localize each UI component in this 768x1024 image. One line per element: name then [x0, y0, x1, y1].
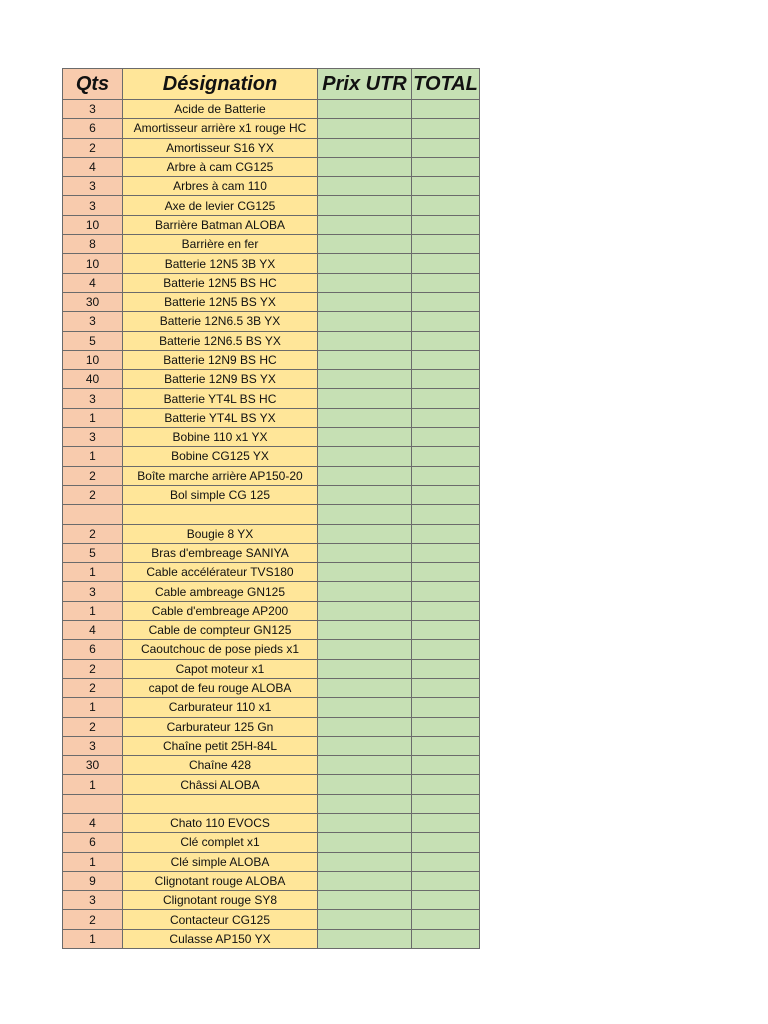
qts-cell[interactable]: 40: [63, 370, 123, 389]
designation-cell[interactable]: Bras d'embreage SANIYA: [123, 543, 318, 562]
designation-cell[interactable]: Barrière Batman ALOBA: [123, 215, 318, 234]
table-row: [63, 852, 480, 871]
total-cell[interactable]: [412, 389, 480, 408]
prix-utr-cell[interactable]: [318, 659, 412, 678]
table-row: [63, 312, 480, 331]
designation-cell[interactable]: Batterie 12N6.5 BS YX: [123, 331, 318, 350]
designation-cell[interactable]: Acide de Batterie: [123, 100, 318, 119]
table-row: [63, 447, 480, 466]
designation-cell[interactable]: Barrière en fer: [123, 235, 318, 254]
designation-cell[interactable]: Clé simple ALOBA: [123, 852, 318, 871]
designation-cell[interactable]: Carburateur 110 x1: [123, 698, 318, 717]
table-row: [63, 640, 480, 659]
designation-cell[interactable]: Boîte marche arrière AP150-20: [123, 466, 318, 485]
designation-cell[interactable]: Batterie 12N9 BS YX: [123, 370, 318, 389]
table-row: [63, 833, 480, 852]
total-cell[interactable]: [412, 408, 480, 427]
designation-cell[interactable]: Chaîne 428: [123, 756, 318, 775]
designation-cell[interactable]: [123, 794, 318, 813]
designation-cell[interactable]: Caoutchouc de pose pieds x1: [123, 640, 318, 659]
qts-cell[interactable]: 1: [63, 698, 123, 717]
qts-cell[interactable]: 5: [63, 543, 123, 562]
prix-utr-cell[interactable]: [318, 196, 412, 215]
designation-cell[interactable]: Cable accélérateur TVS180: [123, 563, 318, 582]
designation-cell[interactable]: Batterie YT4L BS YX: [123, 408, 318, 427]
total-cell[interactable]: [412, 871, 480, 890]
designation-cell[interactable]: Châssi ALOBA: [123, 775, 318, 794]
total-cell[interactable]: [412, 582, 480, 601]
qts-cell[interactable]: 4: [63, 813, 123, 832]
table-row: [63, 910, 480, 929]
qts-cell[interactable]: [63, 794, 123, 813]
prix-utr-cell[interactable]: [318, 331, 412, 350]
table-row: [63, 292, 480, 311]
total-cell[interactable]: [412, 794, 480, 813]
table-row: [63, 794, 480, 813]
prix-utr-cell[interactable]: [318, 601, 412, 620]
prix-utr-cell[interactable]: [318, 119, 412, 138]
table-row: [63, 215, 480, 234]
total-cell[interactable]: [412, 177, 480, 196]
total-cell[interactable]: [412, 563, 480, 582]
designation-cell[interactable]: capot de feu rouge ALOBA: [123, 678, 318, 697]
qts-cell[interactable]: 3: [63, 100, 123, 119]
prix-utr-cell[interactable]: [318, 698, 412, 717]
designation-cell[interactable]: Clignotant rouge SY8: [123, 891, 318, 910]
total-cell[interactable]: [412, 331, 480, 350]
prix-utr-cell[interactable]: [318, 485, 412, 504]
total-cell[interactable]: [412, 910, 480, 929]
designation-cell[interactable]: Batterie 12N5 3B YX: [123, 254, 318, 273]
designation-cell[interactable]: Cable ambreage GN125: [123, 582, 318, 601]
qts-cell[interactable]: 1: [63, 775, 123, 794]
prix-utr-cell[interactable]: [318, 582, 412, 601]
table-row: [63, 775, 480, 794]
qts-cell[interactable]: 3: [63, 312, 123, 331]
designation-cell[interactable]: Batterie 12N9 BS HC: [123, 350, 318, 369]
total-cell[interactable]: [412, 659, 480, 678]
designation-cell[interactable]: Clé complet x1: [123, 833, 318, 852]
total-cell[interactable]: [412, 543, 480, 562]
table-row: [63, 157, 480, 176]
table-row: [63, 138, 480, 157]
total-cell[interactable]: [412, 119, 480, 138]
prix-utr-cell[interactable]: [318, 235, 412, 254]
table-row: [63, 428, 480, 447]
qts-cell[interactable]: 1: [63, 852, 123, 871]
table-row: [63, 717, 480, 736]
total-cell[interactable]: [412, 370, 480, 389]
table-row: [63, 813, 480, 832]
header-prix-utr[interactable]: Prix UTR: [318, 69, 412, 100]
qts-cell[interactable]: 4: [63, 621, 123, 640]
prix-utr-cell[interactable]: [318, 466, 412, 485]
table-row: [63, 505, 480, 524]
table-row: [63, 177, 480, 196]
qts-cell[interactable]: 5: [63, 331, 123, 350]
qts-cell[interactable]: 2: [63, 659, 123, 678]
total-cell[interactable]: [412, 717, 480, 736]
qts-cell[interactable]: [63, 505, 123, 524]
qts-cell[interactable]: 1: [63, 929, 123, 948]
designation-cell[interactable]: Bobine CG125 YX: [123, 447, 318, 466]
prix-utr-cell[interactable]: [318, 563, 412, 582]
total-cell[interactable]: [412, 350, 480, 369]
total-cell[interactable]: [412, 235, 480, 254]
qts-cell[interactable]: 3: [63, 891, 123, 910]
table-row: [63, 196, 480, 215]
designation-cell[interactable]: Contacteur CG125: [123, 910, 318, 929]
prix-utr-cell[interactable]: [318, 871, 412, 890]
prix-utr-cell[interactable]: [318, 428, 412, 447]
designation-cell[interactable]: Cable de compteur GN125: [123, 621, 318, 640]
total-cell[interactable]: [412, 312, 480, 331]
prix-utr-cell[interactable]: [318, 717, 412, 736]
inventory-table: [62, 68, 480, 949]
prix-utr-cell[interactable]: [318, 813, 412, 832]
table-row: [63, 736, 480, 755]
table-row: [63, 621, 480, 640]
header-qts[interactable]: Qts: [63, 69, 123, 100]
designation-cell[interactable]: Bougie 8 YX: [123, 524, 318, 543]
table-row: [63, 485, 480, 504]
designation-cell[interactable]: Arbre à cam CG125: [123, 157, 318, 176]
prix-utr-cell[interactable]: [318, 543, 412, 562]
table-row: [63, 350, 480, 369]
qts-cell[interactable]: 1: [63, 408, 123, 427]
table-row: [63, 273, 480, 292]
total-cell[interactable]: [412, 466, 480, 485]
qts-cell[interactable]: 30: [63, 756, 123, 775]
prix-utr-cell[interactable]: [318, 408, 412, 427]
designation-cell[interactable]: Batterie 12N6.5 3B YX: [123, 312, 318, 331]
designation-cell[interactable]: Capot moteur x1: [123, 659, 318, 678]
qts-cell[interactable]: 1: [63, 563, 123, 582]
designation-cell[interactable]: Bol simple CG 125: [123, 485, 318, 504]
total-cell[interactable]: [412, 100, 480, 119]
qts-cell[interactable]: 2: [63, 678, 123, 697]
qts-cell[interactable]: 3: [63, 736, 123, 755]
table-row: [63, 659, 480, 678]
prix-utr-cell[interactable]: [318, 177, 412, 196]
qts-cell[interactable]: 6: [63, 640, 123, 659]
prix-utr-cell[interactable]: [318, 215, 412, 234]
total-cell[interactable]: [412, 485, 480, 504]
table-row: [63, 698, 480, 717]
table-row: [63, 119, 480, 138]
prix-utr-cell[interactable]: [318, 505, 412, 524]
qts-cell[interactable]: 2: [63, 524, 123, 543]
prix-utr-cell[interactable]: [318, 100, 412, 119]
qts-cell[interactable]: 8: [63, 235, 123, 254]
qts-cell[interactable]: 1: [63, 601, 123, 620]
qts-cell[interactable]: 10: [63, 254, 123, 273]
qts-cell[interactable]: 10: [63, 350, 123, 369]
qts-cell[interactable]: 3: [63, 428, 123, 447]
total-cell[interactable]: [412, 254, 480, 273]
total-cell[interactable]: [412, 698, 480, 717]
header-row: [63, 69, 480, 100]
total-cell[interactable]: [412, 621, 480, 640]
total-cell[interactable]: [412, 678, 480, 697]
prix-utr-cell[interactable]: [318, 794, 412, 813]
prix-utr-cell[interactable]: [318, 389, 412, 408]
qts-cell[interactable]: 3: [63, 177, 123, 196]
total-cell[interactable]: [412, 292, 480, 311]
prix-utr-cell[interactable]: [318, 138, 412, 157]
total-cell[interactable]: [412, 157, 480, 176]
table-row: [63, 871, 480, 890]
prix-utr-cell[interactable]: [318, 350, 412, 369]
prix-utr-cell[interactable]: [318, 447, 412, 466]
total-cell[interactable]: [412, 273, 480, 292]
total-cell[interactable]: [412, 138, 480, 157]
designation-cell[interactable]: [123, 505, 318, 524]
table-row: [63, 891, 480, 910]
qts-cell[interactable]: 3: [63, 196, 123, 215]
total-cell[interactable]: [412, 813, 480, 832]
table-row: [63, 524, 480, 543]
table-row: [63, 370, 480, 389]
qts-cell[interactable]: 3: [63, 582, 123, 601]
prix-utr-cell[interactable]: [318, 756, 412, 775]
prix-utr-cell[interactable]: [318, 312, 412, 331]
designation-cell[interactable]: Culasse AP150 YX: [123, 929, 318, 948]
prix-utr-cell[interactable]: [318, 929, 412, 948]
designation-cell[interactable]: Carburateur 125 Gn: [123, 717, 318, 736]
table-row: [63, 543, 480, 562]
total-cell[interactable]: [412, 736, 480, 755]
table-row: [63, 389, 480, 408]
table-row: [63, 678, 480, 697]
qts-cell[interactable]: 6: [63, 119, 123, 138]
prix-utr-cell[interactable]: [318, 736, 412, 755]
designation-cell[interactable]: Amortisseur arrière x1 rouge HC: [123, 119, 318, 138]
qts-cell[interactable]: 4: [63, 273, 123, 292]
qts-cell[interactable]: 2: [63, 910, 123, 929]
header-designation[interactable]: Désignation: [123, 69, 318, 100]
table-row: [63, 466, 480, 485]
prix-utr-cell[interactable]: [318, 524, 412, 543]
prix-utr-cell[interactable]: [318, 678, 412, 697]
total-cell[interactable]: [412, 505, 480, 524]
prix-utr-cell[interactable]: [318, 775, 412, 794]
prix-utr-cell[interactable]: [318, 254, 412, 273]
designation-cell[interactable]: Cable d'embreage AP200: [123, 601, 318, 620]
prix-utr-cell[interactable]: [318, 621, 412, 640]
designation-cell[interactable]: Axe de levier CG125: [123, 196, 318, 215]
qts-cell[interactable]: 4: [63, 157, 123, 176]
designation-cell[interactable]: Amortisseur S16 YX: [123, 138, 318, 157]
prix-utr-cell[interactable]: [318, 292, 412, 311]
prix-utr-cell[interactable]: [318, 370, 412, 389]
prix-utr-cell[interactable]: [318, 640, 412, 659]
table-row: [63, 100, 480, 119]
designation-cell[interactable]: Bobine 110 x1 YX: [123, 428, 318, 447]
total-cell[interactable]: [412, 756, 480, 775]
total-cell[interactable]: [412, 196, 480, 215]
prix-utr-cell[interactable]: [318, 157, 412, 176]
prix-utr-cell[interactable]: [318, 910, 412, 929]
header-total[interactable]: TOTAL: [412, 69, 480, 100]
qts-cell[interactable]: 10: [63, 215, 123, 234]
total-cell[interactable]: [412, 852, 480, 871]
prix-utr-cell[interactable]: [318, 891, 412, 910]
total-cell[interactable]: [412, 428, 480, 447]
total-cell[interactable]: [412, 601, 480, 620]
qts-cell[interactable]: 1: [63, 447, 123, 466]
total-cell[interactable]: [412, 447, 480, 466]
prix-utr-cell[interactable]: [318, 833, 412, 852]
designation-cell[interactable]: Chaîne petit 25H-84L: [123, 736, 318, 755]
qts-cell[interactable]: 2: [63, 138, 123, 157]
qts-cell[interactable]: 30: [63, 292, 123, 311]
total-cell[interactable]: [412, 640, 480, 659]
total-cell[interactable]: [412, 524, 480, 543]
designation-cell[interactable]: Batterie 12N5 BS HC: [123, 273, 318, 292]
total-cell[interactable]: [412, 929, 480, 948]
table-row: [63, 235, 480, 254]
table-row: [63, 601, 480, 620]
designation-cell[interactable]: Batterie 12N5 BS YX: [123, 292, 318, 311]
table-row: [63, 756, 480, 775]
designation-cell[interactable]: Batterie YT4L BS HC: [123, 389, 318, 408]
qts-cell[interactable]: 3: [63, 389, 123, 408]
qts-cell[interactable]: 9: [63, 871, 123, 890]
table-row: [63, 582, 480, 601]
table-row: [63, 929, 480, 948]
table-row: [63, 254, 480, 273]
prix-utr-cell[interactable]: [318, 852, 412, 871]
qts-cell[interactable]: 2: [63, 717, 123, 736]
designation-cell[interactable]: Chato 110 EVOCS: [123, 813, 318, 832]
total-cell[interactable]: [412, 891, 480, 910]
table-row: [63, 331, 480, 350]
designation-cell[interactable]: Arbres à cam 110: [123, 177, 318, 196]
qts-cell[interactable]: 2: [63, 466, 123, 485]
total-cell[interactable]: [412, 833, 480, 852]
total-cell[interactable]: [412, 215, 480, 234]
designation-cell[interactable]: Clignotant rouge ALOBA: [123, 871, 318, 890]
prix-utr-cell[interactable]: [318, 273, 412, 292]
table-row: [63, 408, 480, 427]
table-row: [63, 563, 480, 582]
total-cell[interactable]: [412, 775, 480, 794]
qts-cell[interactable]: 6: [63, 833, 123, 852]
qts-cell[interactable]: 2: [63, 485, 123, 504]
